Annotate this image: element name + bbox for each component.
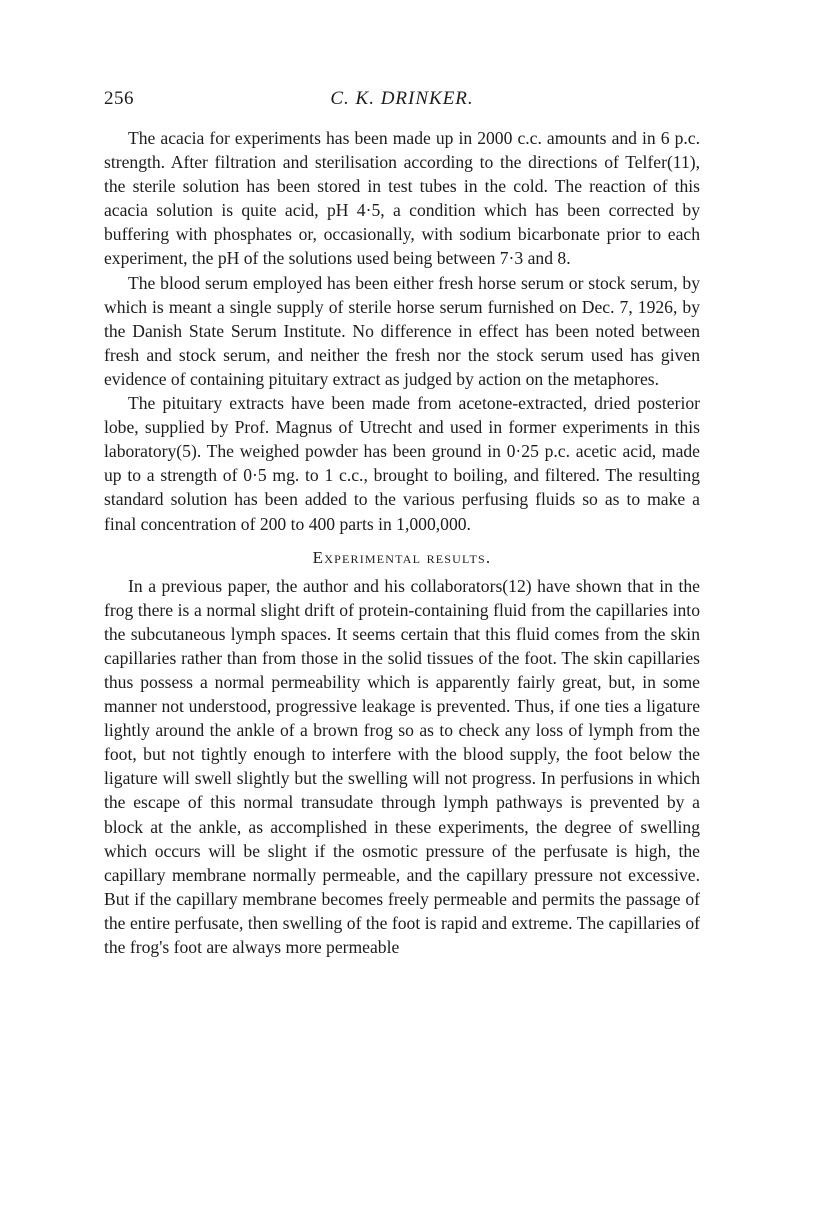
paragraph-acacia: The acacia for experiments has been made up in 2000 c.c. amounts and in 6 p.c. strength. After filtration and sterilisation according to the directions of Telfer(11), the sterile solution has been stored in test tubes in the cold. The reaction of this acacia solution is quite acid, pH 4·5, a condition which has been corrected by buffering with phosphates or, occasionally, with sodium bicarbonate prior to each experiment, the pH of the solutions used being between 7·3 and 8. — [104, 128, 700, 269]
paragraph-previous-paper: In a previous paper, the author and his collaborators(12) have shown that in the frog there is a normal slight drift of protein-containing fluid from the capillaries into the subcutaneous lymph spaces. It seems certain that this fluid comes from the skin capillaries rather than from those in the solid tissues of the foot. The skin capillaries thus possess a normal permeability which is apparently fairly great, but, in some manner not understood, progressive leakage is prevented. Thus, if one ties a ligature lightly around the ankle of a brown frog so as to check any loss of lymph from the foot, but not tightly enough to interfere with the blood supply, the foot below the ligature will swell slightly but the swelling will not progress. In perfusions in which the escape of this normal transudate through lymph pathways is prevented by a block at the ankle, as accomplished in these experiments, the degree of swelling which occurs will be slight if the osmotic pressure of the perfusate is high, the capillary membrane normally permeable, and the capillary pressure not excessive. But if the capillary membrane becomes freely permeable and permits the passage of the entire perfusate, then swelling of the foot is rapid and extreme. The capillaries of the frog's foot are always more permeable — [104, 575, 700, 957]
section-heading-experimental-results: Experimental results. — [312, 547, 492, 567]
journal-page — [104, 86, 700, 959]
page-number: 256 — [104, 88, 134, 109]
paragraph-pituitary-extracts: The pituitary extracts have been made from acetone-extracted, dried posterior lobe, supplied by Prof. Magnus of Utrecht and used in former experiments in this laboratory(5). The weighed powder has been ground in 0·25 p.c. acetic acid, made up to a strength of 0·5 mg. to 1 c.c., brought to boiling, and filtered. The resulting standard solution has been added to the various perfusing fluids so as to make a final concentration of 200 to 400 parts in 1,000,000. — [104, 393, 700, 534]
page-header — [104, 86, 700, 114]
paragraph-blood-serum: The blood serum employed has been either fresh horse serum or stock serum, by which is meant a single supply of sterile horse serum furnished on Dec. 7, 1926, by the Danish State Serum Institute. No difference in effect has been noted between fresh and stock serum, and neither the fresh nor the stock serum used has given evidence of containing pituitary extract as judged by action on the metaphores. — [104, 272, 700, 389]
body-text — [104, 126, 700, 959]
running-head: C. K. DRINKER. — [330, 88, 474, 109]
